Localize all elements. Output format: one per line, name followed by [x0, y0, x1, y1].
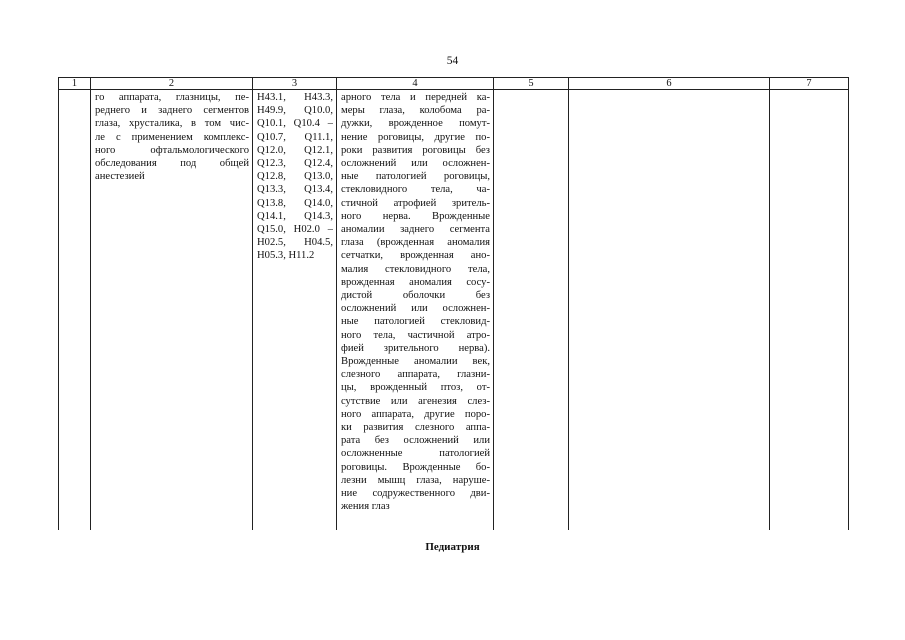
cell-col5 [494, 90, 569, 531]
table-row [59, 90, 849, 531]
text-line: ные патологией стекловид- [341, 316, 490, 328]
text-line: малия стекловидного тела, [341, 263, 490, 275]
text-line: дужки, врожденное помут- [341, 118, 490, 130]
column-header-1: 1 [59, 78, 91, 90]
text-line: ного аппарата, другие поро- [341, 408, 490, 420]
column-header-6: 6 [569, 78, 770, 90]
text-line: Q12.8, Q13.0, [257, 171, 333, 183]
text-line: H43.1, H43.3, [257, 92, 333, 103]
text-line: H49.9, Q10.0, [257, 105, 333, 117]
text-line: сетчатки, врожденная ано- [341, 250, 490, 262]
text-line: сутствие или агенезия слез- [341, 395, 490, 407]
text-line: Q12.0, Q12.1, [257, 144, 333, 156]
text-line: осложнений или осложнен- [341, 303, 490, 315]
cell-col7 [770, 90, 849, 531]
text-line: анестезией [95, 171, 145, 183]
text-line: осложненные патологией [341, 448, 490, 460]
text-line: фией зрительного нерва). [341, 342, 490, 354]
section-title: Педиатрия [425, 541, 480, 553]
text-line: ки развития слезного аппа- [341, 422, 490, 434]
text-line: нение роговицы, другие по- [341, 131, 490, 143]
text-line: ние содружественного дви- [341, 488, 490, 500]
text-line: аномалии заднего сегмента [341, 224, 490, 236]
text-line: лезни мышц глаза, наруше- [341, 474, 490, 486]
text-line: ного тела, частичной атро- [341, 329, 490, 341]
text-line: реднего и заднего сегментов [95, 105, 249, 117]
text-line: Q10.7, Q11.1, [257, 131, 333, 143]
text-line: ного офтальмологического [95, 144, 249, 156]
text-line: H05.3, H11.2 [257, 250, 315, 262]
page-number: 54 [446, 55, 459, 67]
text-line: H02.5, H04.5, [257, 237, 333, 249]
cell-icd-codes [253, 90, 337, 531]
table-header-row [59, 78, 849, 90]
column-header-4: 4 [337, 78, 494, 90]
text-line: врожденная аномалия сосу- [341, 276, 490, 288]
column-header-2: 2 [91, 78, 253, 90]
column-header-3: 3 [253, 78, 337, 90]
text-line: роговицы. Врожденные бо- [341, 461, 490, 473]
text-line: осложнений или осложнен- [341, 158, 490, 170]
text-line: ле с применением комплекс- [95, 131, 249, 143]
text-line: ные патологией роговицы, [341, 171, 490, 183]
text-line: глаза, хрусталика, в том чис- [95, 118, 249, 130]
column-header-5: 5 [494, 78, 569, 90]
cell-col6 [569, 90, 770, 531]
text-line: Q10.1, Q10.4 – [257, 118, 333, 130]
cell-procedure-text [91, 90, 253, 531]
text-line: меры глаза, колобома ра- [341, 105, 490, 117]
text-line: Q15.0, H02.0 – [257, 224, 333, 236]
text-line: дистой оболочки без [341, 290, 490, 302]
text-line: жения глаз [341, 501, 390, 513]
text-line: слезного аппарата, глазни- [341, 369, 490, 381]
text-line: цы, врожденный птоз, от- [341, 382, 490, 394]
text-line: стекловидного тела, ча- [341, 184, 490, 196]
text-line: арного тела и передней ка- [341, 92, 490, 103]
cell-col1 [59, 90, 91, 531]
cell-diagnosis-text [337, 90, 494, 531]
medical-care-table [58, 77, 849, 530]
text-line: Q12.3, Q12.4, [257, 158, 333, 170]
text-line: стичной атрофией зритель- [341, 197, 490, 209]
text-line: Q13.8, Q14.0, [257, 197, 333, 209]
text-line: Q14.1, Q14.3, [257, 210, 333, 222]
text-line: Врожденные аномалии век, [341, 356, 490, 368]
column-header-7: 7 [770, 78, 849, 90]
text-line: рата без осложнений или [341, 435, 490, 447]
text-line: Q13.3, Q13.4, [257, 184, 333, 196]
text-line: ного нерва. Врожденные [341, 210, 490, 222]
text-line: го аппарата, глазницы, пе- [95, 92, 249, 103]
text-line: роки развития роговицы без [341, 144, 490, 156]
text-line: обследования под общей [95, 158, 249, 170]
text-line: глаза (врожденная аномалия [341, 237, 490, 249]
